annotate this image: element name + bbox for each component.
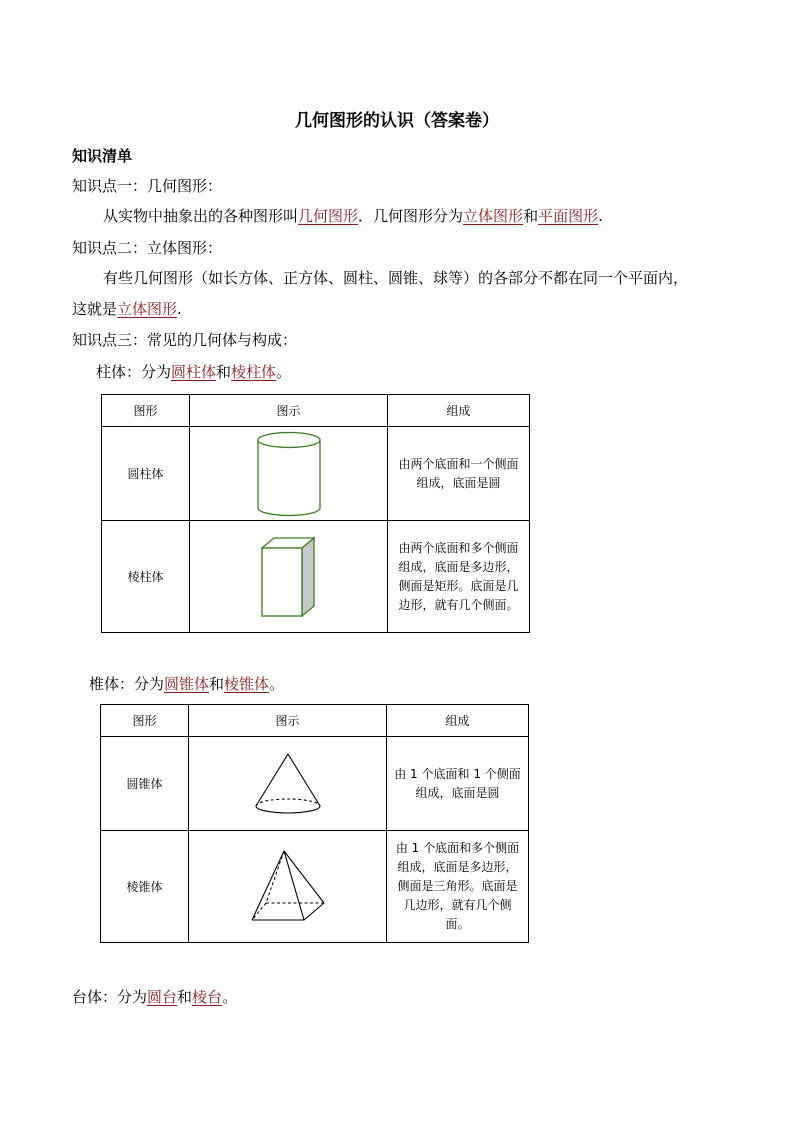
- answer-prism: 棱柱体: [231, 363, 277, 381]
- shape-name: 棱柱体: [102, 521, 190, 633]
- frustum-end: 。: [222, 988, 238, 1006]
- desc-line: 几边形，就有几个侧面。: [403, 898, 512, 931]
- header-shape: 图形: [101, 705, 189, 737]
- header-figure: 图示: [190, 395, 388, 427]
- desc-line: 侧面是矩形。底面是几: [398, 578, 519, 593]
- desc-line: 由 1 个底面和 1 个侧面: [394, 766, 521, 781]
- kp2-end: .: [177, 300, 182, 318]
- composition-cell: [387, 831, 529, 943]
- cylinder-drawing: [254, 430, 324, 518]
- prism-table: [101, 394, 530, 633]
- table-row: [102, 427, 530, 521]
- cone-table: [100, 704, 529, 943]
- table-row: [102, 521, 530, 633]
- desc-line: 侧面是三角形。底面是: [397, 879, 518, 893]
- header-figure: 图示: [189, 705, 387, 737]
- shape-name: 圆柱体: [102, 427, 190, 521]
- frustum-prefix: 台体：分为: [72, 988, 148, 1006]
- header-composition: 组成: [388, 395, 530, 427]
- desc-line: 组成，底面是圆: [416, 475, 501, 490]
- shape-name: 棱锥体: [101, 831, 189, 943]
- table-row: [101, 737, 529, 831]
- answer-pyramid: 棱锥体: [224, 675, 270, 693]
- kp3-heading: 知识点三：常见的几何体与构成：: [72, 331, 298, 349]
- kp2-line1: 有些几何图形（如长方体、正方体、圆柱、圆锥、球等）的各部分不都在同一个平面内，: [103, 269, 689, 287]
- prism-and: 和: [216, 363, 232, 381]
- answer-geometric-figure: 几何图形: [298, 207, 359, 225]
- kp1-and: 和: [523, 207, 539, 225]
- desc-line: 组成，底面是圆: [415, 785, 500, 800]
- pyramid-drawing: [248, 848, 328, 926]
- table-header-row: [101, 705, 529, 737]
- desc-line: 由 1 个底面和多个侧面: [395, 841, 520, 855]
- desc-line: 由两个底面和一个侧面: [398, 456, 519, 471]
- kp2-heading: 知识点二：立体图形：: [72, 239, 223, 257]
- composition-cell: [388, 521, 530, 633]
- prism-prefix: 柱体：分为: [96, 363, 172, 381]
- kp1-text: [103, 206, 603, 226]
- desc-line: 组成，底面是多边形，: [398, 559, 519, 574]
- figure-cell: [189, 737, 387, 831]
- answer-solid-figure-2: 立体图形: [117, 300, 178, 318]
- figure-cell: [190, 427, 388, 521]
- cone-drawing: [252, 751, 324, 817]
- answer-prismatic-frustum: 棱台: [192, 988, 223, 1006]
- frustum-line: [72, 987, 237, 1007]
- figure-cell: [189, 831, 387, 943]
- answer-solid-figure: 立体图形: [463, 207, 524, 225]
- composition-cell: [387, 737, 529, 831]
- prism-drawing: [259, 534, 319, 620]
- answer-plane-figure: 平面图形: [538, 207, 599, 225]
- kp2-prefix: 这就是: [72, 300, 118, 318]
- prism-line: [96, 362, 291, 382]
- header-composition: 组成: [387, 705, 529, 737]
- header-shape: 图形: [102, 395, 190, 427]
- prism-end: 。: [276, 363, 292, 381]
- answer-cone: 圆锥体: [164, 675, 210, 693]
- page-title: 几何图形的认识（答案卷）: [295, 111, 499, 131]
- table-row: [101, 831, 529, 943]
- frustum-and: 和: [177, 988, 193, 1006]
- desc-line: 组成，底面是多边形，: [397, 860, 518, 874]
- desc-line: 由两个底面和多个侧面: [398, 540, 519, 555]
- composition-cell: [388, 427, 530, 521]
- answer-cylinder: 圆柱体: [171, 363, 217, 381]
- cone-prefix: 椎体：分为: [89, 675, 165, 693]
- desc-line: 边形，就有几个侧面。: [398, 597, 519, 612]
- kp1-heading: 知识点一：几何图形：: [72, 177, 223, 195]
- section-heading: 知识清单: [72, 147, 133, 165]
- kp2-line2: [72, 299, 182, 319]
- kp1-end: .: [598, 207, 603, 225]
- figure-cell: [190, 521, 388, 633]
- shape-name: 圆锥体: [101, 737, 189, 831]
- answer-round-frustum: 圆台: [147, 988, 178, 1006]
- kp1-prefix: 从实物中抽象出的各种图形叫: [103, 207, 299, 225]
- cone-line: [89, 674, 284, 694]
- table-header-row: [102, 395, 530, 427]
- cone-and: 和: [209, 675, 225, 693]
- cone-end: 。: [269, 675, 285, 693]
- kp1-mid: ．几何图形分为: [358, 207, 464, 225]
